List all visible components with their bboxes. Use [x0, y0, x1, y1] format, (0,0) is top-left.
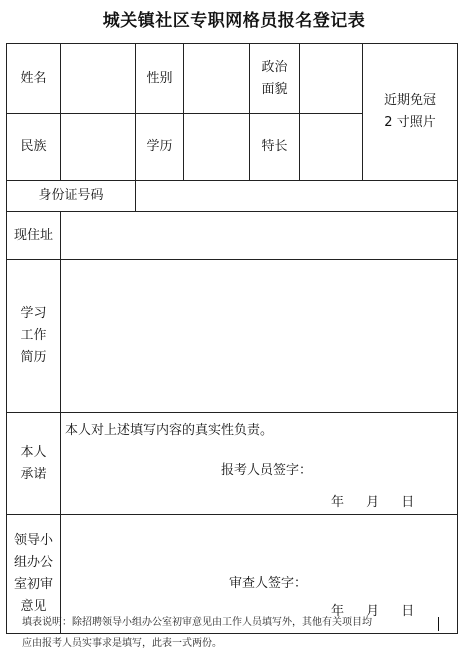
gender-field[interactable]: [184, 44, 250, 114]
name-label: 姓名: [7, 44, 61, 114]
history-label-line1: 学习: [20, 306, 47, 321]
applicant-signature-label: 报考人员签字：: [221, 463, 313, 478]
gender-label: 性别: [136, 44, 184, 114]
id-number-field[interactable]: [136, 181, 458, 212]
address-label: 现住址: [7, 212, 61, 260]
review-label-line1: 领导小: [13, 533, 53, 548]
history-label-line3: 简历: [20, 350, 47, 365]
political-status-label: [250, 44, 300, 114]
address-field[interactable]: [61, 212, 458, 260]
pledge-text: 本人对上述填写内容的真实性负责。: [65, 423, 274, 438]
pledge-label: [7, 413, 61, 515]
form-title: 城关镇社区专职网格员报名登记表: [102, 11, 366, 31]
review-label-line4: 意见: [20, 599, 47, 614]
filling-instructions: [22, 612, 442, 654]
history-label-line2: 工作: [20, 328, 47, 343]
political-label-line2: 面貌: [261, 81, 288, 97]
specialty-label: 特长: [250, 114, 300, 181]
review-label-line3: 室初审: [13, 577, 53, 592]
specialty-field[interactable]: [300, 114, 363, 181]
pledge-label-line2: 承诺: [20, 466, 47, 482]
political-label-line1: 政治: [261, 59, 288, 75]
review-date: 年 月 日: [331, 604, 415, 619]
education-label: 学历: [136, 114, 184, 181]
political-status-field[interactable]: [300, 44, 363, 114]
photo-box[interactable]: [363, 44, 458, 181]
ethnicity-field[interactable]: [61, 114, 136, 181]
instruction-line1: 填表说明：除招聘领导小组办公室初审意见由工作人员填写外，其他有关项目均: [22, 617, 372, 628]
photo-label-line2: 2 寸照片: [384, 115, 436, 130]
review-label-line2: 组办公: [13, 555, 53, 570]
pledge-area[interactable]: [61, 413, 458, 515]
registration-form-table: [6, 43, 458, 634]
id-number-label: 身份证号码: [7, 181, 136, 212]
education-field[interactable]: [184, 114, 250, 181]
text-cursor: [438, 617, 439, 631]
reviewer-signature-label: 审查人签字：: [229, 576, 308, 591]
name-field[interactable]: [61, 44, 136, 114]
pledge-date: 年 月 日: [331, 495, 415, 510]
pledge-label-line1: 本人: [20, 444, 47, 460]
history-field[interactable]: [61, 260, 458, 413]
ethnicity-label: 民族: [7, 114, 61, 181]
instruction-line2: 应由报考人员实事求是填写，此表一式两份。: [22, 638, 222, 649]
history-label: [7, 260, 61, 413]
photo-label-line1: 近期免冠: [383, 93, 436, 108]
